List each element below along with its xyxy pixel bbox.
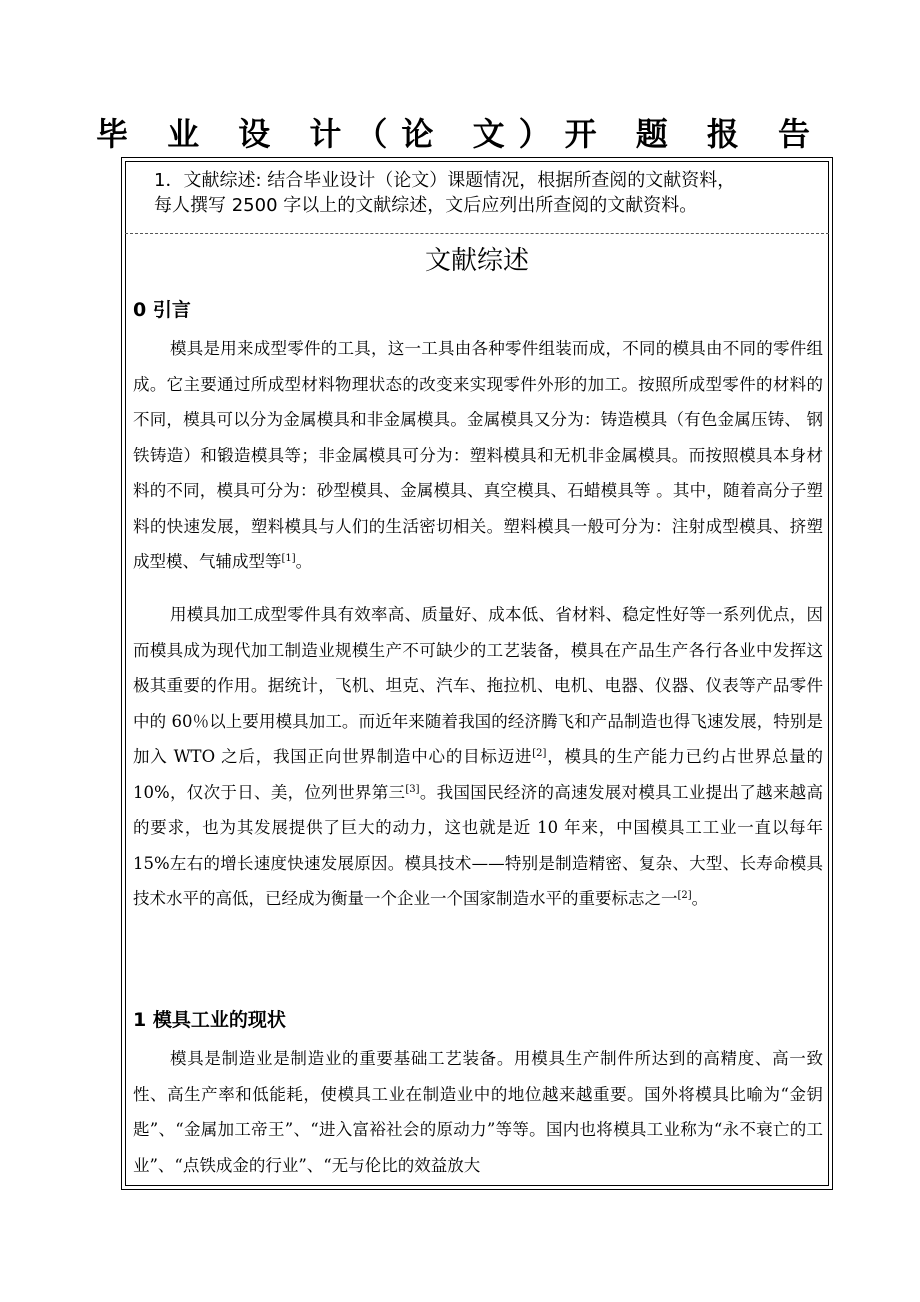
citation-ref: [1] — [281, 553, 296, 564]
intro-paragraph-1-text: 模具是用来成型零件的工具，这一工具由各种零件组装而成，不同的模具由不同的零件组成。它主要通过所成型材料物理状态的改变来实现零件外形的加工。按照所成型零件的材料的不同，模具可以分为金属模具和非金属模具。金属模具又分为：铸造模具（有色金属压铸、 钢铁铸造）和锻造模具等；非金属模具可分为：塑料模具和无机非金属模具。而按照模具本身材料的不同，模具可分为：砂型模具、金属模具、真空模具、石蜡模具等 。其中，随着高分子塑料的快速发展，塑料模具与人们的生活密切相关。塑料模具一般可分为：注射成型模具、挤塑成型模、气辅成型等 — [133, 339, 823, 571]
intro-paragraph-2-text-c: 。我国国民经济的高速发展对模具工业提出了越来越高的要求，也为其发展提供了巨大的动力，这也就是近 10 年来，中国模具工工业一直以每年 15%左右的增长速度快速发展原因。模具技术——特别是制造精密、复杂、大型、长寿命模具技术水平的高低，已经成为衡量一个企业一个国家制造水平的重要标志之一 — [133, 782, 823, 908]
citation-ref: [3] — [405, 783, 420, 795]
intro-paragraph-2-end: 。 — [691, 889, 709, 908]
dashed-divider — [125, 233, 829, 234]
instruction-text — [154, 168, 834, 218]
intro-paragraph-1-end: 。 — [295, 552, 313, 571]
intro-paragraph-2-text-a: 用模具加工成型零件具有效率高、质量好、成本低、省材料、稳定性好等一系列优点，因而模具成为现代加工制造业规模生产不可缺少的工艺装备，模具在产品生产各行各业中发挥这极其重要的作用。据统计，飞机、坦克、汽车、拖拉机、电机、电器、仪器、仪表等产品零件中的 60％以上要用模具加工。而近年来随着我国的经济腾飞和产品制造也得飞速发展，特别是加入 WTO 之后，我国正向世界制造中心的目标迈进 — [133, 605, 823, 766]
intro-paragraph-2-text-b: ，模具的生产能力已约占世界总量的 10%，仅次于日、美，位列世界第三 — [133, 747, 824, 802]
instruction-line-1: 1．文献综述: 结合毕业设计（论文）课题情况，根据所查阅的文献资料， — [154, 170, 736, 191]
section-heading-introduction: 0 引言 — [133, 299, 191, 321]
mold-industry-paragraph-1: 模具是制造业是制造业的重要基础工艺装备。用模具生产制件所达到的高精度、高一致性、高生产率和低能耗，使模具工业在制造业中的地位越来越重要。国外将模具比喻为“金钥匙”、“金属加工帝王”、“进入富裕社会的原动力”等等。国内也将模具工业称为“永不衰亡的工业”、“点铁成金的行业”、“无与伦比的效益放大 — [133, 1049, 823, 1175]
instruction-line-2: 每人撰写 2500 字以上的文献综述，文后应列出所查阅的文献资料。 — [154, 195, 698, 216]
literature-review-title: 文献综述 — [424, 246, 529, 276]
intro-paragraph-1 — [133, 331, 823, 580]
intro-paragraph-2 — [133, 597, 823, 917]
section-heading-mold-industry-status: 1 模具工业的现状 — [133, 1009, 286, 1031]
citation-ref: [2] — [532, 748, 547, 759]
report-title: 毕 业 设 计（论 文）开 题 报 告 — [96, 115, 824, 153]
citation-ref: [2] — [677, 890, 692, 901]
